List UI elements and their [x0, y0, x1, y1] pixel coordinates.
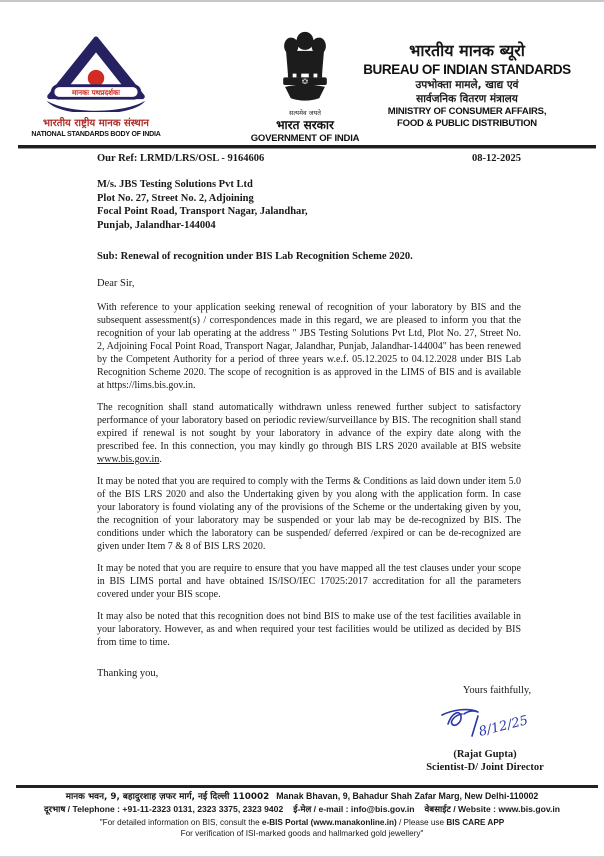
bis-logo-icon [44, 36, 148, 112]
footer-bis-care-app: BIS CARE APP [446, 818, 505, 827]
signatory-name: (Rajat Gupta) [453, 749, 517, 760]
footer-address-hindi: मानक भवन, 9, बहादुरशाह ज़फर मार्ग, नई दिल्ली 110002 [65, 792, 270, 802]
footer-website: वेबसाईट / Website : www.bis.gov.in [424, 804, 560, 814]
footer-divider [16, 785, 598, 788]
footer-info-line1 [0, 818, 604, 828]
salutation: Dear Sir, [97, 278, 135, 289]
footer-ebis-portal: e-BIS Portal (www.manakonline.in) [261, 818, 397, 827]
paragraph-2 [97, 401, 521, 466]
footer-contact-line [0, 804, 604, 815]
letter-body [97, 301, 521, 658]
recipient-address [97, 178, 308, 232]
recipient-line: Focal Point Road, Transport Nagar, Jalandhar, [97, 206, 308, 217]
yours-faithfully: Yours faithfully, [462, 685, 532, 696]
footer-telephone: दूरभाष / Telephone : +91-11-2323 0131, 2323 3375, 2323 9402 [43, 804, 284, 814]
footer-info-line2: For verification of ISI-marked goods and hallmarked gold jewellery" [180, 829, 424, 838]
paragraph-1: With reference to your application seeking renewal of recognition of your laboratory by BIS and the subsequent assessment(s) / correspondences made in this regard, we are pleased to inform you that the recognition of your lab operating at the address " JBS Testing Solutions Pvt Ltd, Plot No. 27, Street No. 2, Adjoining Focal Point Road, Transport Nagar, Jalandhar, Punjab, Jalandhar-144004" has been renewed by the Competent Authority for a period of three years w.e.f. 05.12.2025 to 04.12.2028 under BIS Lab Recognition Scheme 2020. The scope of recognition is as approved in the LIMS of BIS and is available at https://lims.bis.gov.in. [97, 302, 521, 391]
paragraph-2-text: The recognition shall stand automatically withdrawn unless renewed further subject to satisfactory performance of your laboratory based on periodic review/surveillance by BIS. The recognition shall stand expired if renewal is not sought by your laboratory in advance of the expiry date along with the prescribed fee. In this connection, you may kindly go through BIS LRS 2020 available at BIS website [97, 402, 521, 452]
subject-line: Sub: Renewal of recognition under BIS Lab Recognition Scheme 2020. [97, 251, 413, 262]
header-divider [18, 145, 596, 149]
bureau-name-english: BUREAU OF INDIAN STANDARDS [363, 62, 571, 77]
footer-info-text: "For detailed information on BIS, consult the [99, 818, 262, 827]
signatory-title: Scientist-D/ Joint Director [426, 762, 544, 773]
recipient-line: Plot No. 27, Street No. 2, Adjoining [97, 192, 254, 204]
paragraph-4: It may be noted that you are require to ensure that you have mapped all the test clauses under your scope in BIS LIMS portal and have obtained IS/ISO/IEC 17025:2017 accreditation for all the parameters covered under your BIS scope. [97, 563, 521, 600]
ministry-hindi-line1: उपभोक्ता मामले, खाद्य एवं [415, 79, 519, 91]
footer-address-english: Manak Bhavan, 9, Bahadur Shah Zafar Marg, New Delhi-110002 [276, 791, 539, 801]
bureau-name-hindi: भारतीय मानक ब्यूरो [409, 41, 525, 60]
footer-address-line [0, 791, 604, 803]
paragraph-5: It may also be noted that this recognition does not bind BIS to make use of the test facilities available in your laboratory. However, as and when required your test facilities would be utilized as decided by BIS from time to time. [97, 611, 521, 648]
govt-of-india-english: GOVERNMENT OF INDIA [250, 133, 360, 144]
logo-org-hindi: भारतीय राष्ट्रीय मानक संस्थान [43, 118, 149, 129]
logo-banner-text: मानकः पथप्रदर्शकः [72, 87, 120, 97]
letter-date: 08-12-2025 [472, 153, 521, 164]
bis-website-link[interactable]: www.bis.gov.in [97, 454, 160, 465]
thanking-you: Thanking you, [97, 668, 159, 679]
paragraph-2-period: . [159, 454, 162, 465]
recipient-line: Punjab, Jalandhar-144004 [97, 219, 216, 231]
paragraph-3: It may be noted that you are required to comply with the Terms & Conditions as laid down under item 5.0 of the BIS LRS 2020 and also the Undertaking given by you along with the application form. In case your laboratory is found violating any of the provisions of the Scheme or the undertaking given by you, the recognition of your laboratory may be suspended or your lab may be de-recognized by BIS. The conditions under which the laboratory can be suspended/ deferred /expired or can be de-recognized are given under Item 7 & 8 of BIS LRS 2020. [97, 476, 521, 552]
ministry-hindi-line2: सार्वजनिक वितरण मंत्रालय [416, 93, 518, 105]
ministry-english-line2: FOOD & PUBLIC DISTRIBUTION [397, 118, 537, 129]
our-ref: Our Ref: LRMD/LRS/OSL - 9164606 [97, 153, 265, 164]
ministry-english-line1: MINISTRY OF CONSUMER AFFAIRS, [387, 106, 547, 117]
logo-org-english: NATIONAL STANDARDS BODY OF INDIA [31, 131, 161, 138]
bis-logo-block [28, 36, 164, 139]
recipient-line: M/s. JBS Testing Solutions Pvt Ltd [97, 179, 253, 190]
reference-row [97, 153, 521, 164]
signature-date: 8/12/25 [477, 713, 530, 740]
govt-of-india-hindi: भारत सरकार [276, 118, 334, 132]
ashoka-emblem-icon [278, 30, 332, 104]
footer-email: ई-मेल / e-mail : info@bis.gov.in [293, 804, 415, 814]
bureau-title-block [336, 40, 598, 130]
emblem-motto: सत्यमेव जयते [289, 109, 321, 117]
signature-image [428, 702, 553, 748]
footer-info-text: / Please use [396, 818, 447, 827]
